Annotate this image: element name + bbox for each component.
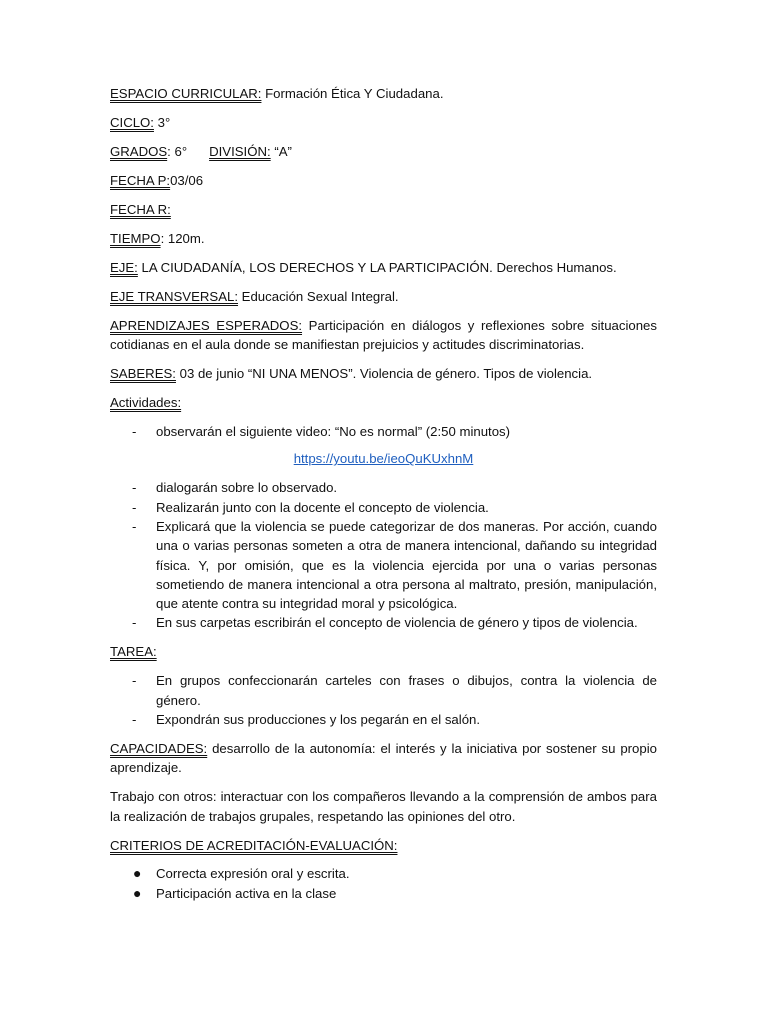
dash-marker: -	[132, 673, 137, 689]
tiempo-value: : 120m.	[160, 230, 205, 246]
espacio-label: ESPACIO CURRICULAR:	[110, 86, 262, 101]
fecha-p	[110, 171, 657, 190]
activity-text: observarán el siguiente video: “No es normal” (2:50 minutos)	[156, 424, 511, 440]
saberes	[110, 364, 657, 383]
capacidades-label: CAPACIDADES:	[110, 740, 208, 756]
tarea-text: En grupos confeccionarán carteles con frases o dibujos, contra la violencia de género.	[156, 673, 657, 708]
actividades-list-first	[110, 422, 657, 441]
list-item	[110, 498, 657, 517]
espacio-value: Formación Ética Y Ciudadana.	[261, 86, 444, 101]
ciclo-value: 3°	[153, 114, 171, 130]
list-item	[110, 478, 657, 497]
dash-marker: -	[132, 518, 137, 534]
grados-label: GRADOS	[110, 143, 168, 159]
activity-text: Explicará que la violencia se puede categorizar de dos maneras. Por acción, cuando una o varias personas someten a otra de manera intencional, dañando su integridad física. Y, por omisión, que es la violencia ejercida por una o varias personas sometiendo de manera intencional a otra persona al maltrato, presión, manipulación, que atente contra su integridad moral y psicológica.	[156, 518, 657, 612]
activity-text: dialogarán sobre lo observado.	[156, 480, 338, 496]
list-item	[110, 671, 657, 710]
tarea-heading	[110, 642, 657, 661]
criterios-list	[110, 864, 657, 903]
actividades-heading	[110, 393, 657, 412]
aprendizajes-esperados	[110, 316, 657, 355]
lesson-plan-document	[110, 84, 657, 913]
fechap-label: FECHA P:	[110, 172, 171, 188]
video-link-line	[110, 449, 657, 468]
tiempo	[110, 229, 657, 248]
bullet-marker: ●	[133, 865, 142, 882]
division-value: “A”	[270, 143, 292, 159]
saberes-label: SABERES:	[110, 366, 176, 382]
video-link[interactable]: https://youtu.be/ieoQuKUxhnM	[293, 451, 474, 467]
actividades-label: Actividades:	[110, 395, 182, 411]
activity-text: En sus carpetas escribirán el concepto de violencia de género y tipos de violencia.	[156, 615, 638, 631]
criterio-text: Participación activa en la clase	[156, 885, 337, 901]
dash-marker: -	[132, 615, 137, 631]
tarea-text: Expondrán sus producciones y los pegarán en el salón.	[156, 711, 481, 727]
list-item	[110, 710, 657, 729]
eje-label: EJE:	[110, 259, 138, 275]
capacidades	[110, 739, 657, 778]
eje-transversal	[110, 287, 657, 306]
saberes-value: 03 de junio “NI UNA MENOS”. Violencia de género. Tipos de violencia.	[175, 366, 593, 382]
fechar-label: FECHA R:	[110, 201, 171, 217]
criterios-heading	[110, 836, 657, 855]
criterios-label: CRITERIOS DE ACREDITACIÓN-EVALUACIÓN:	[110, 837, 398, 853]
activity-text: Realizarán junto con la docente el concepto de violencia.	[156, 499, 489, 515]
eje-value: LA CIUDADANÍA, LOS DERECHOS Y LA PARTICIPACIÓN. Derechos Humanos.	[137, 259, 617, 275]
tiempo-label: TIEMPO	[110, 230, 161, 246]
list-item	[110, 517, 657, 613]
dash-marker: -	[132, 711, 137, 727]
criterio-text: Correcta expresión oral y escrita.	[156, 866, 350, 882]
grados-division	[110, 142, 657, 161]
aprendizajes-label: APRENDIZAJES ESPERADOS:	[110, 317, 303, 333]
aprendizajes-value: Participación en diálogos y reflexiones sobre situaciones cotidianas en el aula donde se manifiestan prejuicios y actitudes discriminatorias.	[110, 317, 657, 353]
fechap-value: 03/06	[170, 172, 204, 188]
ciclo-label: CICLO:	[110, 114, 154, 130]
division-label: DIVISIÓN:	[209, 143, 271, 159]
transversal-label: EJE TRANSVERSAL:	[110, 288, 239, 304]
actividades-list	[110, 478, 657, 632]
list-item	[110, 613, 657, 632]
bullet-marker: ●	[133, 884, 142, 901]
espacio-curricular	[110, 84, 657, 103]
tarea-list	[110, 671, 657, 729]
fecha-r	[110, 200, 657, 219]
dash-marker: -	[132, 499, 137, 515]
dash-marker: -	[132, 480, 137, 496]
list-item	[110, 864, 657, 883]
dash-marker: -	[132, 424, 137, 440]
list-item	[110, 422, 657, 441]
trabajo-con-otros: Trabajo con otros: interactuar con los compañeros llevando a la comprensión de ambos para la realización de trabajos grupales, respetando las opiniones del otro.	[110, 789, 657, 824]
capacidades-value: desarrollo de la autonomía: el interés y la iniciativa por sostener su propio aprendizaje.	[110, 740, 657, 776]
ciclo	[110, 113, 657, 132]
transversal-value: Educación Sexual Integral.	[238, 288, 399, 304]
tarea-label: TAREA:	[110, 644, 157, 660]
list-item	[110, 884, 657, 903]
grados-value: : 6°	[167, 143, 188, 159]
eje	[110, 258, 657, 277]
